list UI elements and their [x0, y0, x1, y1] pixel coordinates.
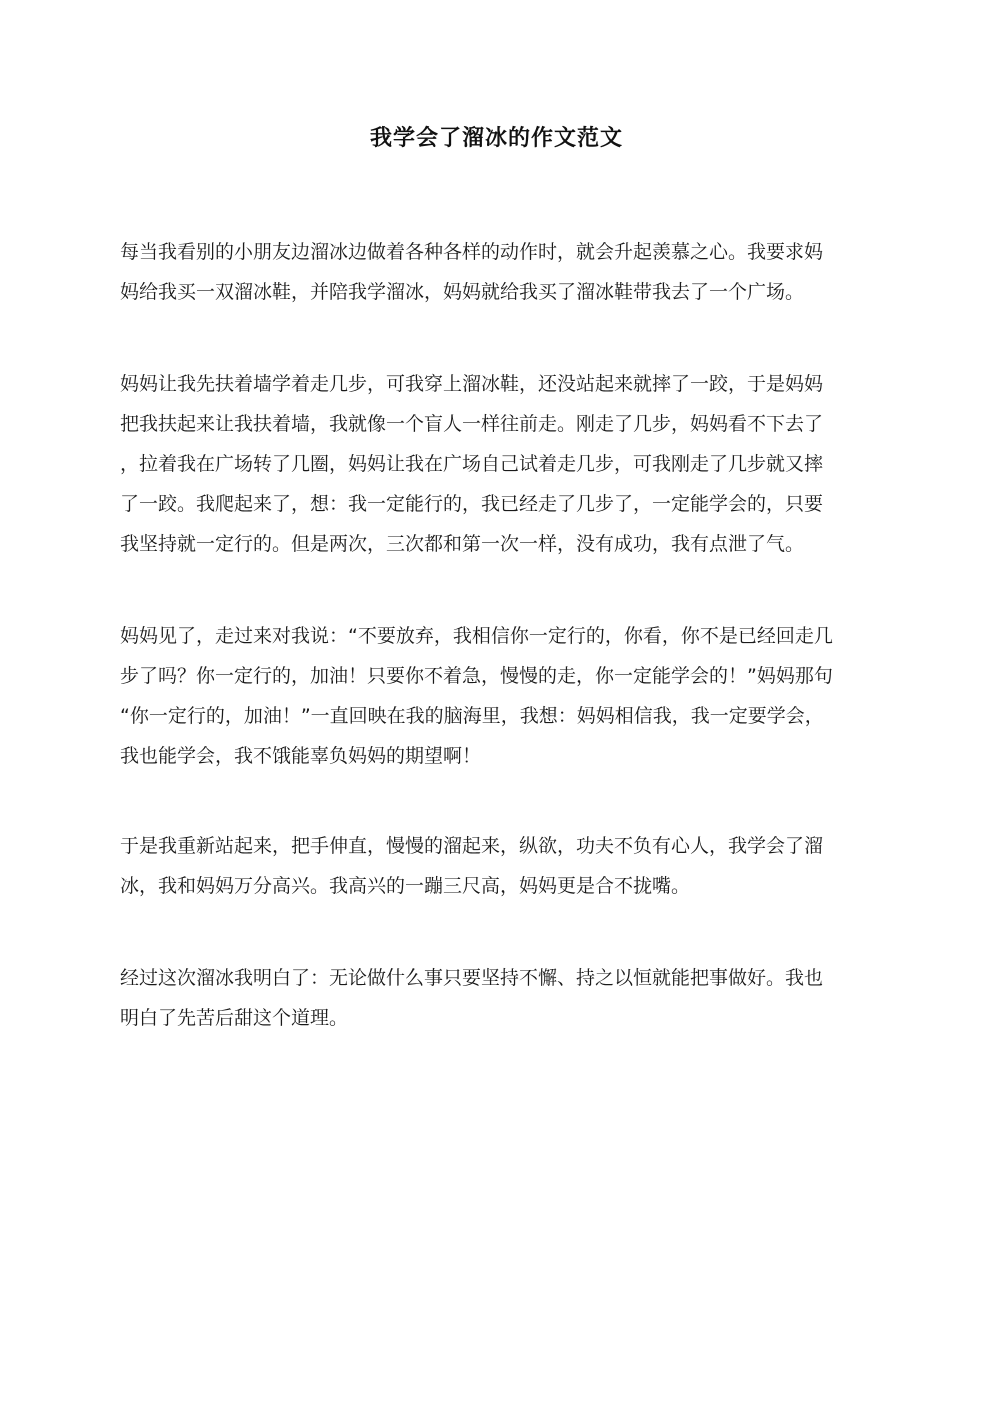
paragraph-line: 我也能学会，我不饿能辜负妈妈的期望啊！ [120, 745, 482, 767]
paragraph-line: 于是我重新站起来，把手伸直，慢慢的溜起来，纵欲，功夫不负有心人，我学会了溜 [120, 835, 824, 857]
paragraph-line: ，拉着我在广场转了几圈，妈妈让我在广场自己试着走几步，可我刚走了几步就又摔 [120, 453, 824, 475]
paragraph-line: 妈给我买一双溜冰鞋，并陪我学溜冰，妈妈就给我买了溜冰鞋带我去了一个广场。 [120, 281, 805, 303]
paragraph-line: 步了吗？你一定行的，加油！只要你不着急，慢慢的走，你一定能学会的！”妈妈那句 [120, 665, 833, 687]
paragraph-line: “你一定行的，加油！”一直回映在我的脑海里，我想：妈妈相信我，我一定要学会， [120, 705, 824, 727]
paragraph-line: 妈妈见了，走过来对我说：“不要放弃，我相信你一定行的，你看，你不是已经回走几 [120, 625, 833, 647]
paragraph-line: 把我扶起来让我扶着墙，我就像一个盲人一样往前走。刚走了几步，妈妈看不下去了 [120, 413, 824, 435]
paragraph-1 [120, 232, 880, 312]
paragraph-3 [120, 616, 880, 776]
paragraph-5 [120, 958, 880, 1038]
paragraph-2 [120, 364, 880, 564]
paragraph-line: 每当我看别的小朋友边溜冰边做着各种各样的动作时，就会升起羡慕之心。我要求妈 [120, 241, 824, 263]
paragraph-line: 经过这次溜冰我明白了：无论做什么事只要坚持不懈、持之以恒就能把事做好。我也 [120, 967, 824, 989]
paragraph-line: 妈妈让我先扶着墙学着走几步，可我穿上溜冰鞋，还没站起来就摔了一跤，于是妈妈 [120, 373, 824, 395]
paragraph-line: 冰，我和妈妈万分高兴。我高兴的一蹦三尺高，妈妈更是合不拢嘴。 [120, 875, 691, 897]
paragraph-line: 了一跤。我爬起来了，想：我一定能行的，我已经走了几步了，一定能学会的，只要 [120, 493, 824, 515]
paragraph-4 [120, 826, 880, 906]
document-title: 我学会了溜冰的作文范文 [369, 125, 623, 151]
paragraph-line: 我坚持就一定行的。但是两次，三次都和第一次一样，没有成功，我有点泄了气。 [120, 533, 805, 555]
paragraph-line: 明白了先苦后甜这个道理。 [120, 1007, 349, 1029]
